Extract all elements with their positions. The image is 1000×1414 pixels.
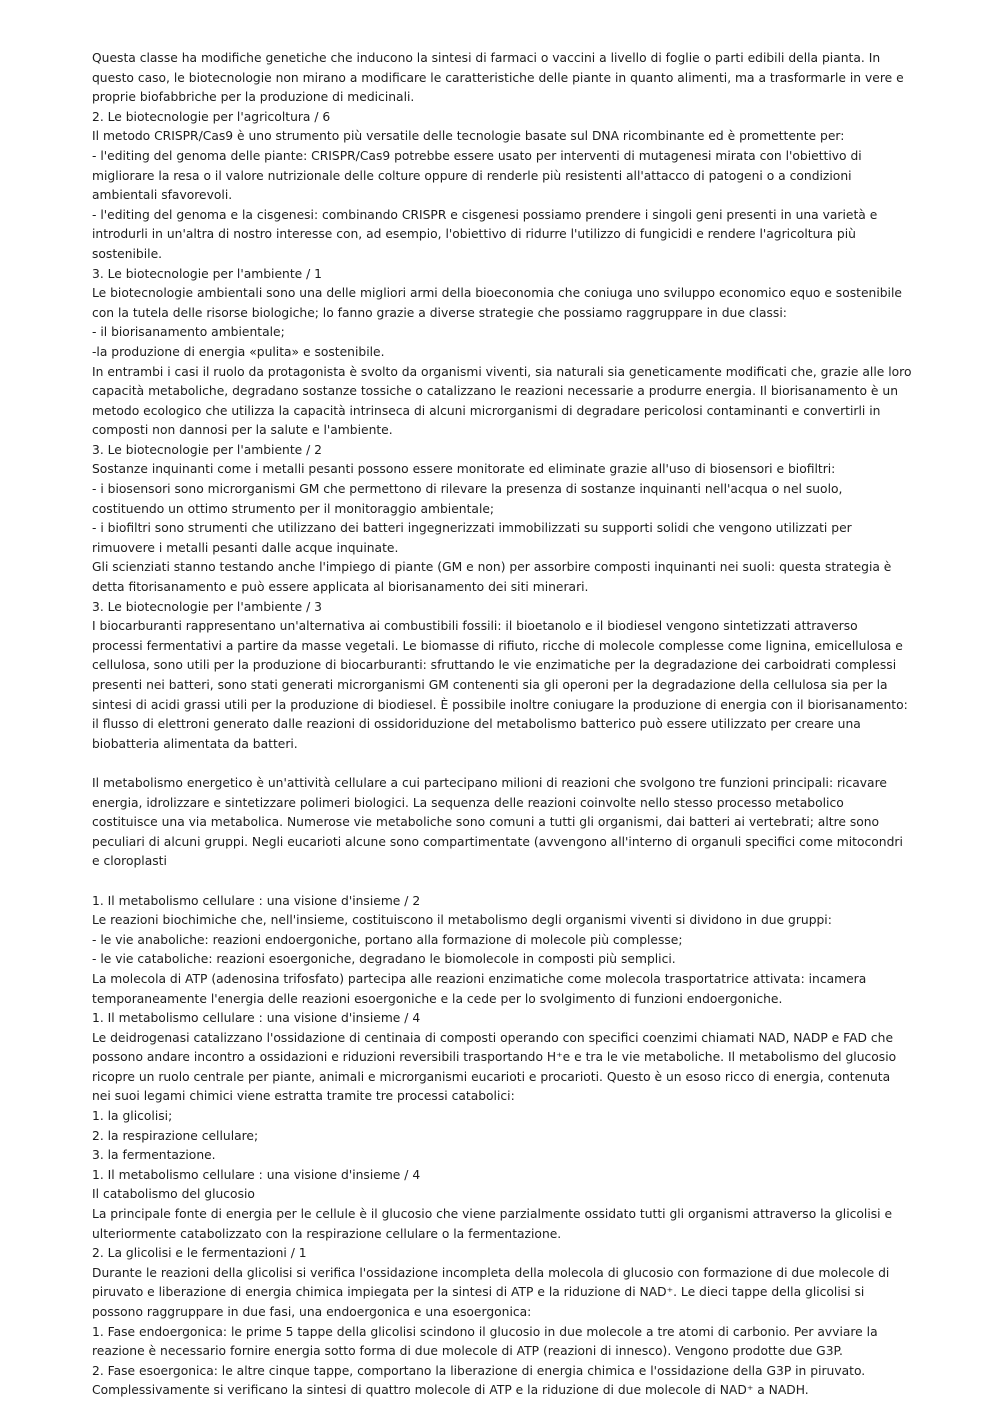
list-item-glicolisi: 1. la glicolisi;: [92, 1109, 173, 1124]
subheading-catabolismo-glucosio: Il catabolismo del glucosio: [92, 1187, 255, 1202]
list-item-fermentazione: 3. la fermentazione.: [92, 1148, 216, 1163]
list-item-vie-cataboliche: - le vie cataboliche: reazioni esoergoniche, degradano le biomolecole in composti più semplici.: [92, 952, 676, 967]
heading-metabolismo-2: 1. Il metabolismo cellulare : una visione d'insieme / 2: [92, 893, 421, 908]
paragraph-biocarburanti: I biocarburanti rappresentano un'alternativa ai combustibili fossili: il bioetanolo e il biodiesel vengono sintetizzati attraverso processi fermentativi a partire da masse vegetali. Le biomasse di rifiuto, ricche di molecole complesse come lignina, emicellulosa e cellulosa, sono utili per la produzione di biocarburanti: sfruttando le vie enzimatiche per la degradazione dei carboidrati complessi presenti nei batteri, sono stati generati microrganismi GM contenenti sia gli operoni per la degradazione della cellulosa sia per la sintesi di acidi grassi utili per la produzione di biodiesel. È possibile inoltre coniugare la produzione di energia con il biorisanamento: il flusso di elettroni generato dalle reazioni di ossidoriduzione del metabolismo batterico può essere utilizzato per creare una biobatteria alimentata da batteri.: [92, 619, 908, 751]
paragraph-fitorisanamento: Gli scienziati stanno testando anche l'impiego di piante (GM e non) per assorbire composti inquinanti nei suoli: questa strategia è detta fitorisanamento e può essere applicata al biorisanamento dei siti minerari.: [92, 560, 892, 595]
list-item-respirazione: 2. la respirazione cellulare;: [92, 1128, 259, 1143]
heading-metabolismo-4a: 1. Il metabolismo cellulare : una visione d'insieme / 4: [92, 1011, 421, 1026]
list-item-energia-pulita: -la produzione di energia «pulita» e sostenibile.: [92, 344, 385, 359]
document-page: [92, 49, 912, 1401]
paragraph-crispr-intro: Il metodo CRISPR/Cas9 è uno strumento più versatile delle tecnologie basate sul DNA ricombinante ed è promettente per:: [92, 129, 845, 144]
paragraph-atp: La molecola di ATP (adenosina trifosfato) partecipa alle reazioni enzimatiche come molecola trasportatrice attivata: incamera temporaneamente l'energia delle reazioni esoergoniche e la cede per lo svolgimento di funzioni endoergoniche.: [92, 971, 867, 1006]
heading-ambiente-1: 3. Le biotecnologie per l'ambiente / 1: [92, 266, 322, 281]
list-item-cisgenesi: - l'editing del genoma e la cisgenesi: combinando CRISPR e cisgenesi possiamo prendere i singoli geni presenti in una varietà e introdurli in un'altra di nostro interesse con, ad esempio, l'obiettivo di ridurre l'utilizzo di fungicidi e rendere l'agricoltura più sostenibile.: [92, 207, 878, 261]
list-item-fase-esoergonica: 2. Fase esoergonica: le altre cinque tappe, comportano la liberazione di energia chimica e l'ossidazione della G3P in piruvato. Complessivamente si verificano la sintesi di quattro molecole di ATP e la riduzione di due molecole di NAD⁺ a NADH.: [92, 1363, 866, 1398]
heading-ambiente-3: 3. Le biotecnologie per l'ambiente / 3: [92, 599, 322, 614]
paragraph-metabolismo-energetico: Il metabolismo energetico è un'attività cellulare a cui partecipano milioni di reazioni che svolgono tre funzioni principali: ricavare energia, idrolizzare e sintetizzare polimeri biologici. La sequenza delle reazioni coinvolte nello stesso processo metabolico costituisce una via metabolica. Numerose vie metaboliche sono comuni a tutti gli organismi, dai batteri ai vertebrati; altre sono peculiari di alcuni gruppi. Negli eucarioti alcune sono compartimentate (avvengono all'interno di organuli specifici come mitocondri e cloroplasti: [92, 775, 903, 869]
paragraph-fonte-energia: La principale fonte di energia per le cellule è il glucosio che viene parzialmente ossidato tutti gli organismi attraverso la glicolisi e ulteriormente catabolizzato con la respirazione cellulare o la fermentazione.: [92, 1207, 893, 1241]
heading-metabolismo-4b: 1. Il metabolismo cellulare : una visione d'insieme / 4: [92, 1167, 421, 1182]
list-item-fase-endoergonica: 1. Fase endoergonica: le prime 5 tappe della glicolisi scindono il glucosio in due molecole a tre atomi di carbonio. Per avviare la reazione è necessario fornire energia sotto forma di due molecole di ATP (reazioni di innesco). Vengono prodotte due G3P.: [92, 1324, 878, 1359]
list-item-biorisanamento: - il biorisanamento ambientale;: [92, 325, 285, 340]
paragraph-reazioni-biochimiche: Le reazioni biochimiche che, nell'insieme, costituiscono il metabolismo degli organismi viventi si dividono in due gruppi:: [92, 913, 832, 928]
paragraph-biofabbriche: Questa classe ha modifiche genetiche che inducono la sintesi di farmaci o vaccini a livello di foglie o parti edibili della pianta. In questo caso, le biotecnologie non mirano a modificare le caratteristiche delle piante in quanto alimenti, ma a trasformarle in vere e proprie biofabbriche per la produzione di medicinali.: [92, 51, 904, 105]
list-item-vie-anaboliche: - le vie anaboliche: reazioni endoergoniche, portano alla formazione di molecole più complesse;: [92, 932, 683, 947]
paragraph-biotecnologie-ambientali: Le biotecnologie ambientali sono una delle migliori armi della bioeconomia che coniuga uno sviluppo economico equo e sostenibile con la tutela delle risorse biologiche; lo fanno grazie a diverse strategie che possiamo raggruppare in due classi:: [92, 286, 902, 320]
paragraph-spacer: [92, 754, 912, 774]
list-item-editing-piante: - l'editing del genoma delle piante: CRISPR/Cas9 potrebbe essere usato per interventi di mutagenesi mirata con l'obiettivo di migliorare la resa o il valore nutrizionale delle colture oppure di renderle più resistenti all'attacco di patogeni o a condizioni ambientali sfavorevoli.: [92, 148, 862, 203]
paragraph-reazioni-glicolisi: Durante le reazioni della glicolisi si verifica l'ossidazione incompleta della molecola di glucosio con formazione di due molecole di piruvato e liberazione di energia chimica impiegata per la sintesi di ATP e la riduzione di NAD⁺. Le dieci tappe della glicolisi si possono raggruppare in due fasi, una endoergonica e una esoergonica:: [92, 1265, 890, 1319]
heading-glicolisi-1: 2. La glicolisi e le fermentazioni / 1: [92, 1246, 307, 1261]
paragraph-sostanze-inquinanti: Sostanze inquinanti come i metalli pesanti possono essere monitorate ed eliminate grazie all'uso di biosensori e biofiltri:: [92, 462, 836, 477]
paragraph-deidrogenasi: Le deidrogenasi catalizzano l'ossidazione di centinaia di composti operando con specifici coenzimi chiamati NAD, NADP e FAD che possono andare incontro a ossidazioni e riduzioni reversibili trasportando H⁺e e tra le vie metaboliche. Il metabolismo del glucosio ricopre un ruolo centrale per piante, animali e microrganismi eucarioti e procarioti. Questo è un esoso ricco di energia, contenuta nei suoi legami chimici viene estratta tramite tre processi catabolici:: [92, 1030, 897, 1104]
paragraph-organismi-viventi: In entrambi i casi il ruolo da protagonista è svolto da organismi viventi, sia naturali sia geneticamente modificati che, grazie alle loro capacità metaboliche, degradano sostanze tossiche o catalizzano le reazioni necessarie a produrre energia. Il biorisanamento è un metodo ecologico che utilizza la capacità intrinseca di alcuni microrganismi di degradare pericolosi contaminanti e convertirli in composti non dannosi per la salute e l'ambiente.: [92, 364, 912, 438]
list-item-biosensori: - i biosensori sono microrganismi GM che permettono di rilevare la presenza di sostanze inquinanti nell'acqua o nel suolo, costituendo un ottimo strumento per il monitoraggio ambientale;: [92, 482, 843, 516]
list-item-biofiltri: - i biofiltri sono strumenti che utilizzano dei batteri ingegnerizzati immobilizzati su supporti solidi che vengono utilizzati per rimuovere i metalli pesanti dalle acque inquinate.: [92, 521, 852, 555]
paragraph-spacer: [92, 872, 912, 892]
heading-ambiente-2: 3. Le biotecnologie per l'ambiente / 2: [92, 442, 322, 457]
heading-agricoltura-6: 2. Le biotecnologie per l'agricoltura / 6: [92, 109, 331, 124]
